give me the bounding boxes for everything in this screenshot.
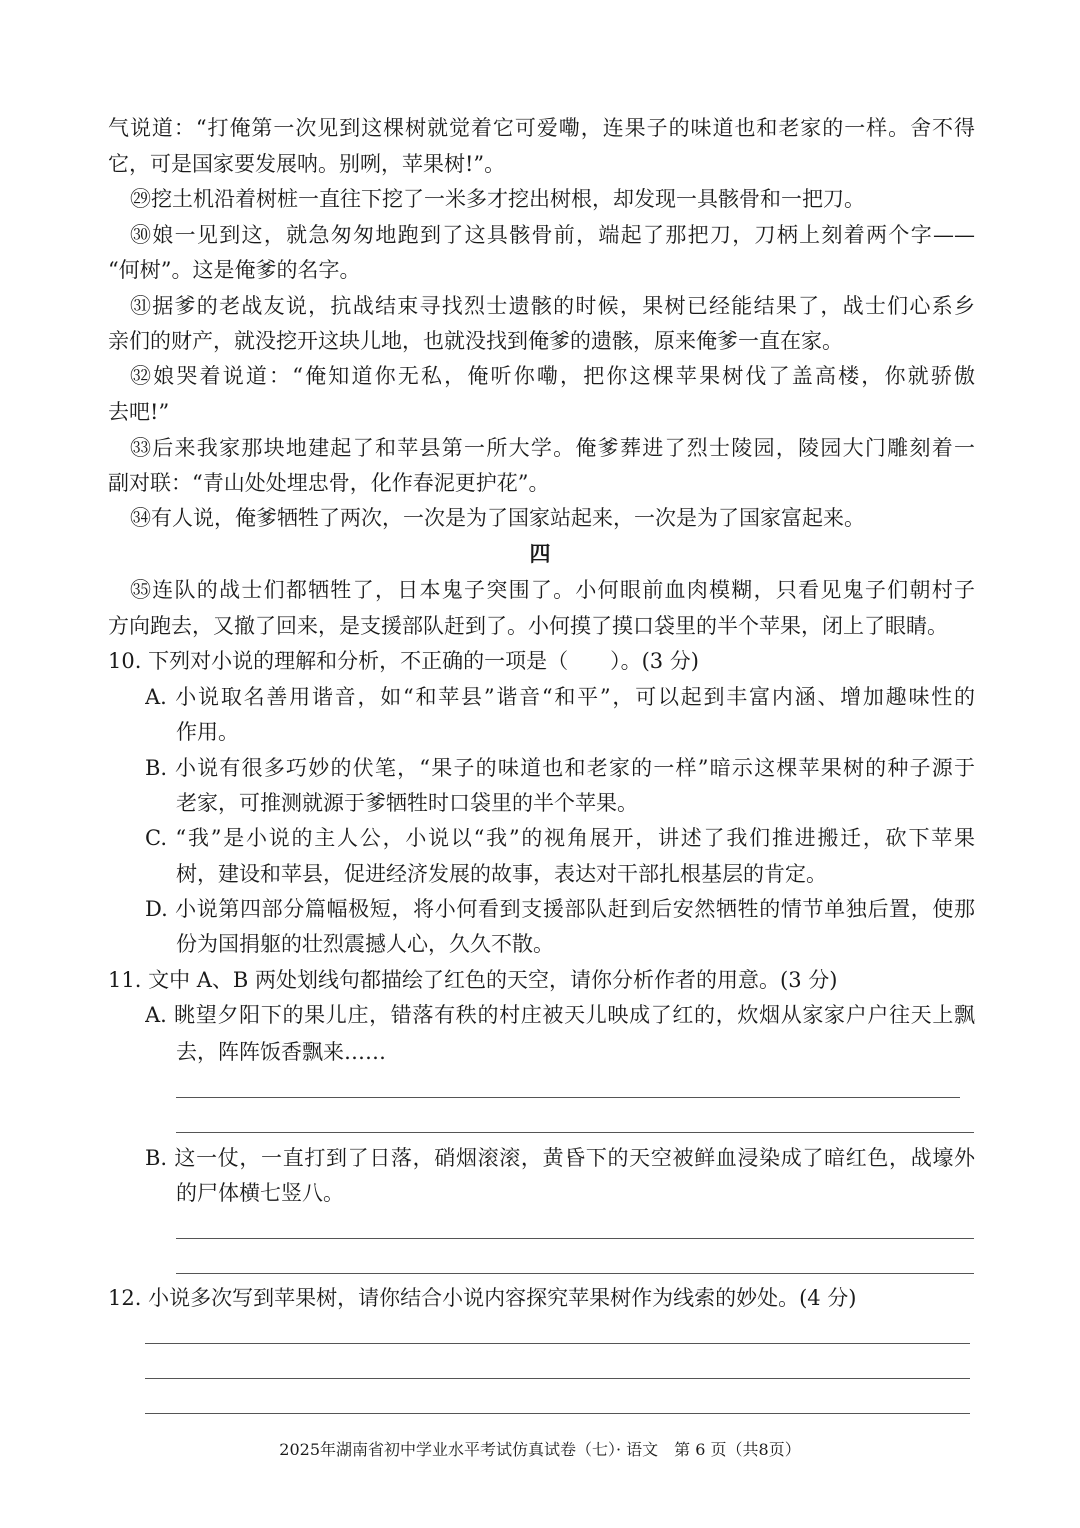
page-footer: 2025年湖南省初中学业水平考试仿真试卷（七）· 语文 第 6 页（共8页） — [279, 1440, 801, 1459]
story-line: 气说道：“打俺第一次见到这棵树就觉着它可爱嘞，连果子的味道也和老家的一样。舍不得 — [108, 116, 975, 140]
answer-line[interactable] — [176, 1132, 974, 1133]
q11-sentence-a: A. 眺望夕阳下的果儿庄，错落有秩的村庄被天儿映成了红的，炊烟从家家户户往天上飘 — [145, 1003, 975, 1027]
q11-sentence-b-cont: 的尸体横七竖八。 — [176, 1181, 344, 1205]
story-line: 亲们的财产，就没挖开这块儿地，也就没找到俺爹的遗骸，原来俺爹一直在家。 — [108, 329, 843, 353]
option-b: B. 小说有很多巧妙的伏笔，“果子的味道也和老家的一样”暗示这棵苹果树的种子源于 — [145, 756, 975, 780]
q11-sentence-a-cont: 去，阵阵饭香飘来…… — [176, 1040, 386, 1064]
answer-line[interactable] — [176, 1097, 960, 1098]
answer-line[interactable] — [176, 1238, 974, 1239]
q11-sentence-b: B. 这一仗，一直打到了日落，硝烟滚滚，黄昏下的天空被鲜血浸染成了暗红色，战壕外 — [145, 1146, 975, 1170]
story-line: 它，可是国家要发展呐。别咧，苹果树!”。 — [108, 152, 506, 176]
option-a: A. 小说取名善用谐音，如“和苹县”谐音“和平”，可以起到丰富内涵、增加趣味性的 — [145, 685, 975, 709]
answer-line[interactable] — [145, 1413, 970, 1414]
story-line: 副对联：“青山处处埋忠骨，化作春泥更护花”。 — [108, 471, 550, 495]
story-line: “何树”。这是俺爹的名字。 — [108, 258, 361, 282]
paragraph-34: ㉞有人说，俺爹牺牲了两次，一次是为了国家站起来，一次是为了国家富起来。 — [130, 506, 865, 530]
option-d-cont: 份为国捐躯的壮烈震撼人心，久久不散。 — [176, 932, 554, 956]
option-c-cont: 树，建设和苹县，促进经济发展的故事，表达对干部扎根基层的肯定。 — [176, 862, 827, 886]
question-11-stem: 11. 文中 A、B 两处划线句都描绘了红色的天空，请你分析作者的用意。(3 分) — [108, 968, 838, 992]
option-d: D. 小说第四部分篇幅极短，将小何看到支援部队赶到后安然牺牲的情节单独后置，使那 — [145, 897, 975, 921]
paragraph-32: ㉜娘哭着说道：“俺知道你无私，俺听你嘞，把你这棵苹果树伐了盖高楼，你就骄傲 — [130, 364, 975, 388]
option-c: C. “我”是小说的主人公，小说以“我”的视角展开，讲述了我们推进搬迁，砍下苹果 — [145, 826, 975, 850]
answer-line[interactable] — [145, 1378, 970, 1379]
section-heading: 四 — [529, 541, 551, 566]
paragraph-31: ㉛据爹的老战友说，抗战结束寻找烈士遗骸的时候，果树已经能结果了，战士们心系乡 — [130, 294, 975, 318]
answer-line[interactable] — [145, 1343, 970, 1344]
story-line: 方向跑去，又撤了回来，是支援部队赶到了。小何摸了摸口袋里的半个苹果，闭上了眼睛。 — [108, 614, 948, 638]
option-a-cont: 作用。 — [176, 720, 239, 744]
story-line: 去吧!” — [108, 400, 170, 424]
question-10-stem: 10. 下列对小说的理解和分析，不正确的一项是（ ）。(3 分) — [108, 649, 699, 673]
paragraph-33: ㉝后来我家那块地建起了和苹县第一所大学。俺爹葬进了烈士陵园，陵园大门雕刻着一 — [130, 436, 975, 460]
paragraph-29: ㉙挖土机沿着树桩一直往下挖了一米多才挖出树根，却发现一具骸骨和一把刀。 — [130, 187, 865, 211]
question-12-stem: 12. 小说多次写到苹果树，请你结合小说内容探究苹果树作为线索的妙处。(4 分) — [108, 1286, 857, 1310]
paragraph-35: ㉟连队的战士们都牺牲了，日本鬼子突围了。小何眼前血肉模糊，只看见鬼子们朝村子 — [130, 578, 975, 602]
option-b-cont: 老家，可推测就源于爹牺牲时口袋里的半个苹果。 — [176, 791, 638, 815]
answer-line[interactable] — [176, 1273, 974, 1274]
paragraph-30: ㉚娘一见到这，就急匆匆地跑到了这具骸骨前，端起了那把刀，刀柄上刻着两个字—— — [130, 223, 975, 247]
